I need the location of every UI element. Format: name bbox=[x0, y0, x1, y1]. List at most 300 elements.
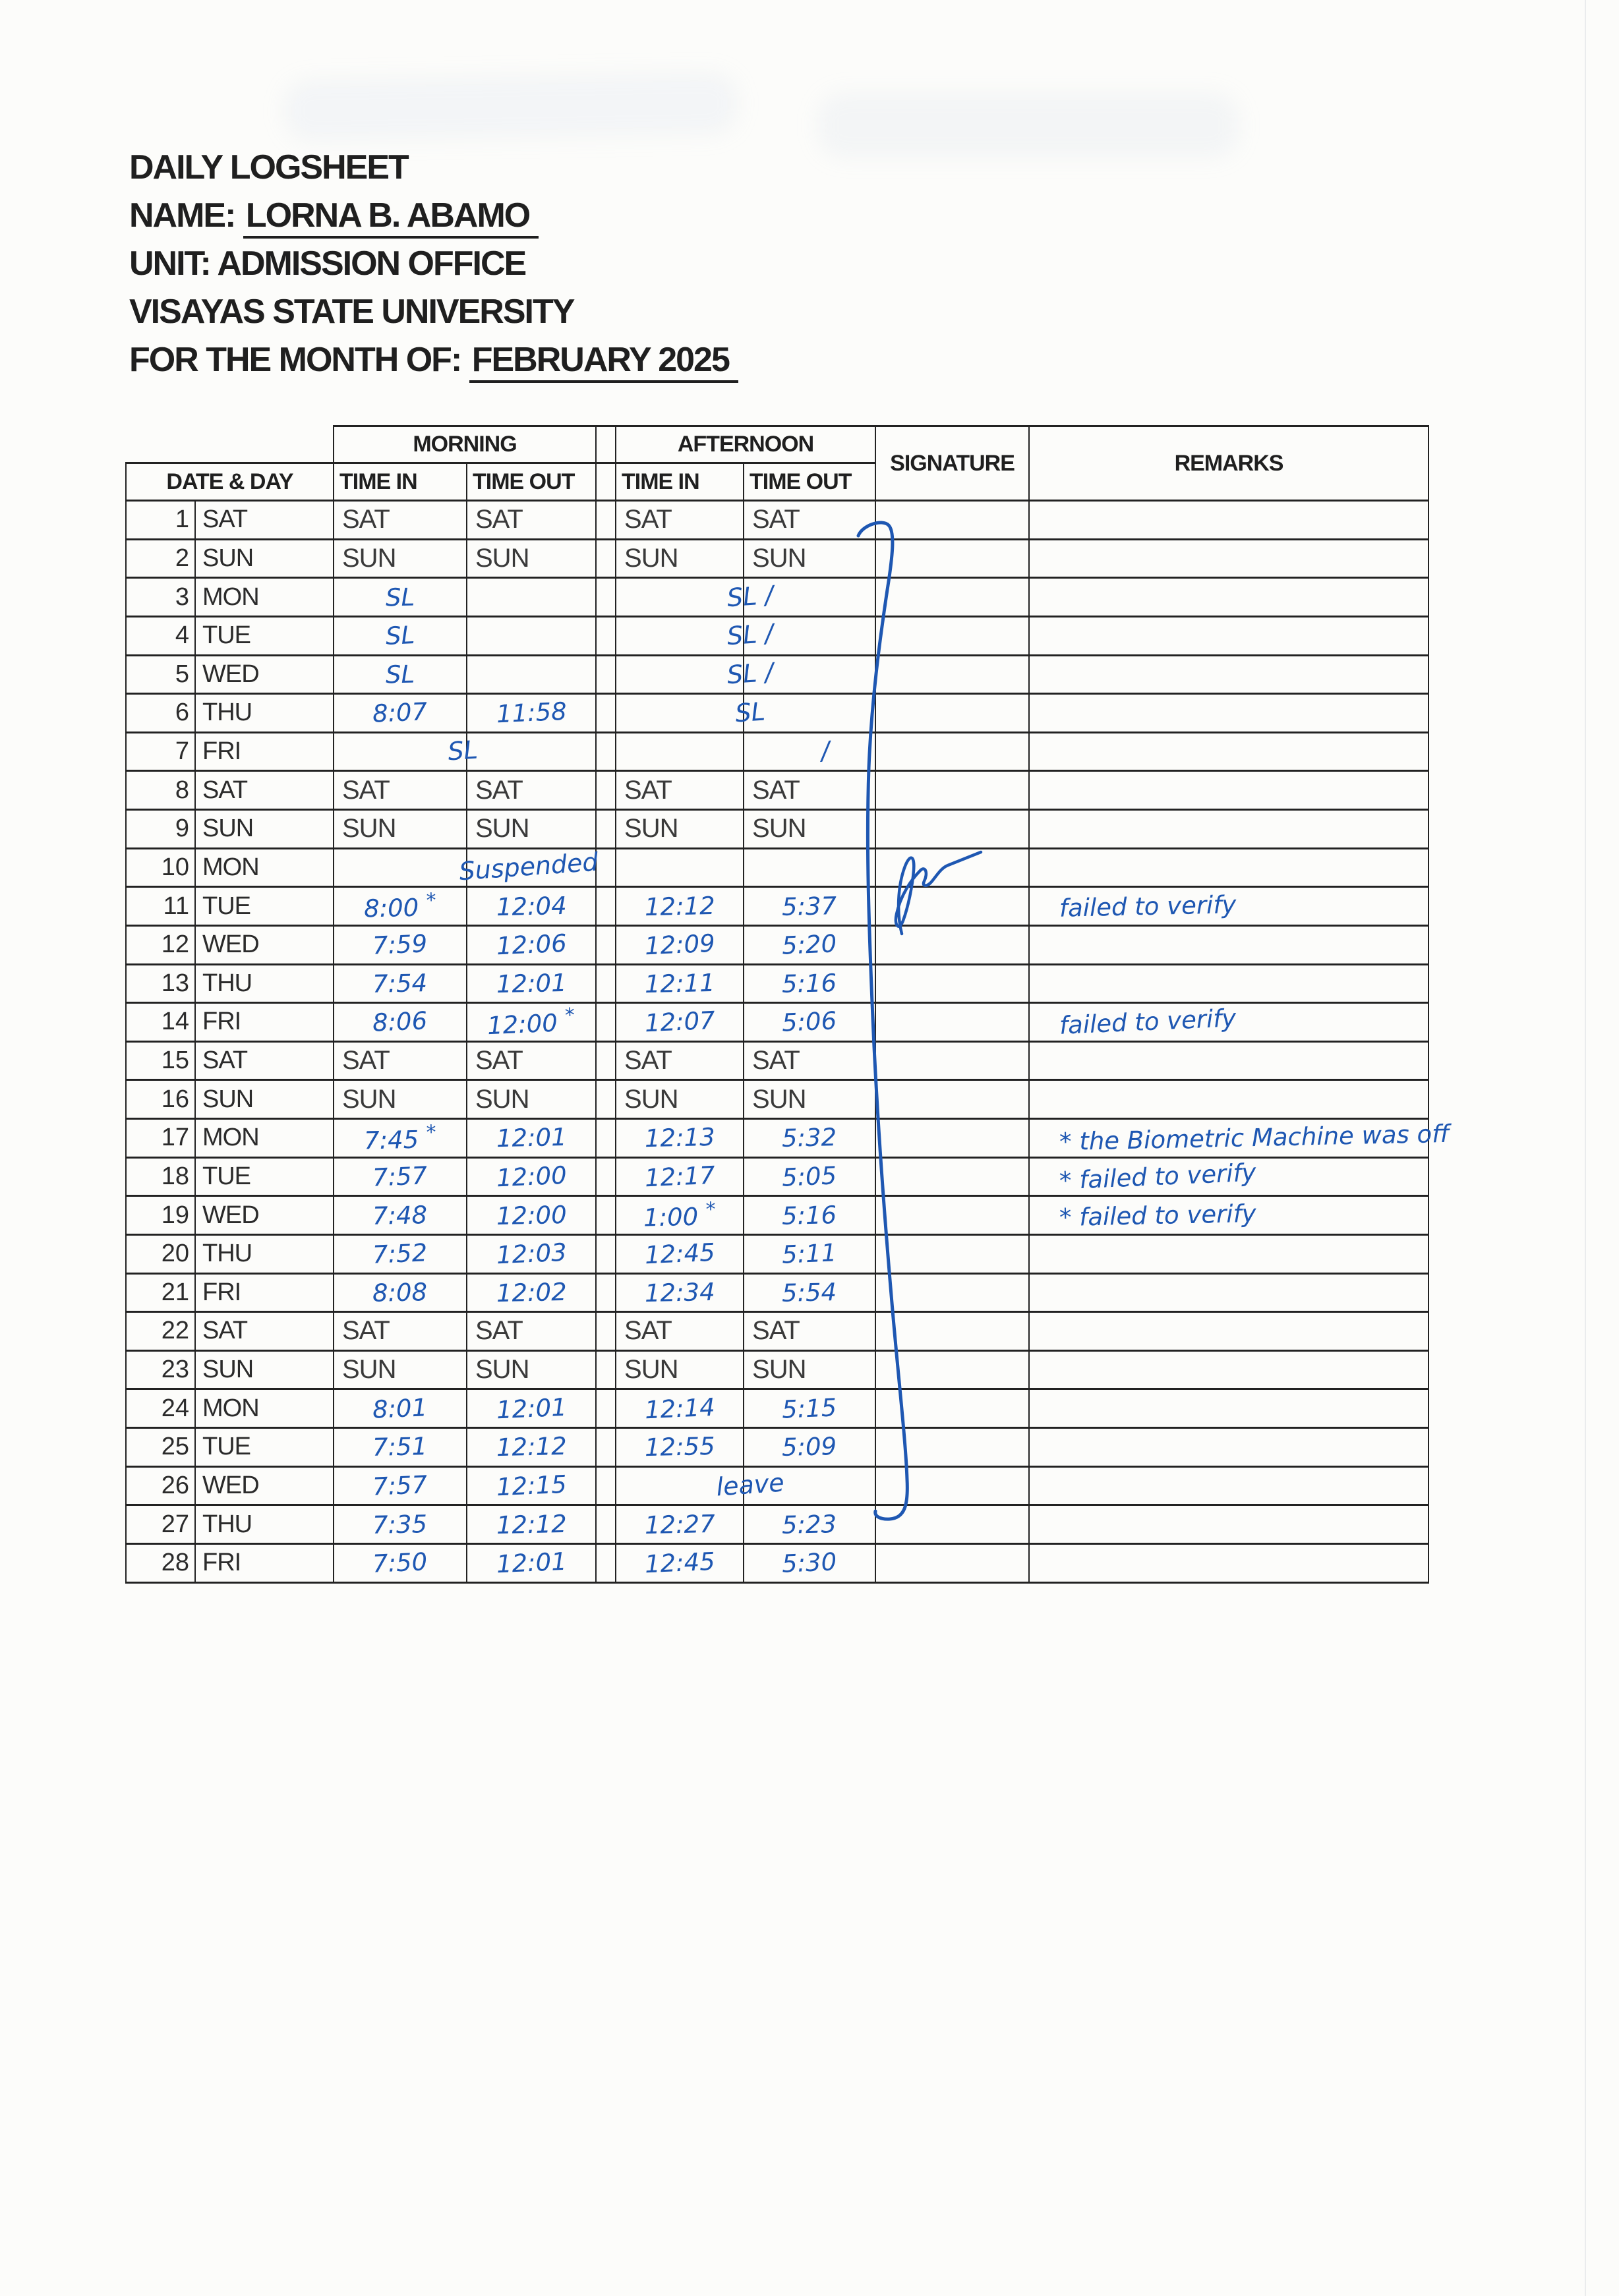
cell-day-name: MON bbox=[195, 848, 334, 887]
table-row bbox=[126, 771, 1428, 810]
table-row bbox=[126, 1505, 1428, 1544]
cell-day-name: SUN bbox=[195, 539, 334, 578]
cell-afternoon-time-out: SUN bbox=[744, 539, 875, 578]
cell-signature bbox=[875, 655, 1029, 694]
table-row bbox=[126, 964, 1428, 1003]
cell-morning-time-out: SUN bbox=[467, 1350, 596, 1389]
cell-remarks: failed to verify bbox=[1029, 1003, 1428, 1042]
table-row bbox=[126, 1428, 1428, 1467]
cell-afternoon-time-out bbox=[744, 578, 875, 617]
cell-remarks bbox=[1029, 616, 1428, 655]
cell-gap bbox=[596, 810, 616, 849]
cell-day-name: TUE bbox=[195, 1157, 334, 1196]
cell-afternoon-time-out: 5:05 bbox=[744, 1157, 875, 1196]
cell-morning-time-in: 7:52 bbox=[334, 1234, 467, 1273]
cell-morning-time-in: SL bbox=[334, 578, 467, 617]
cell-date-number: 6 bbox=[126, 694, 195, 733]
cell-signature bbox=[875, 1543, 1029, 1582]
cell-day-name: WED bbox=[195, 1466, 334, 1505]
cell-date-number: 23 bbox=[126, 1350, 195, 1389]
cell-afternoon-time-out: SUN bbox=[744, 810, 875, 849]
cell-morning-time-out: SUN bbox=[467, 1080, 596, 1119]
cell-afternoon-time-in: 12:17 bbox=[616, 1157, 744, 1196]
cell-gap bbox=[596, 771, 616, 810]
cell-date-number: 19 bbox=[126, 1196, 195, 1235]
table-row bbox=[126, 1312, 1428, 1351]
cell-afternoon-time-in bbox=[616, 848, 744, 887]
cell-morning-time-in: 8:08 bbox=[334, 1273, 467, 1312]
handwritten-annotation: SL bbox=[734, 696, 767, 728]
cell-morning-time-out bbox=[467, 616, 596, 655]
cell-day-name: THU bbox=[195, 1234, 334, 1273]
cell-day-name: SUN bbox=[195, 1350, 334, 1389]
cell-remarks bbox=[1029, 1428, 1428, 1467]
cell-afternoon-time-in bbox=[616, 694, 744, 733]
cell-afternoon-time-in: SUN bbox=[616, 539, 744, 578]
cell-morning-time-in: SL bbox=[334, 616, 467, 655]
cell-afternoon-time-out: SAT bbox=[744, 1312, 875, 1351]
cell-afternoon-time-out bbox=[744, 616, 875, 655]
handwritten-annotation: SL bbox=[446, 735, 479, 766]
table-row bbox=[126, 925, 1428, 964]
cell-afternoon-time-out bbox=[744, 655, 875, 694]
cell-afternoon-time-in: 12:13 bbox=[616, 1119, 744, 1158]
cell-date-number: 5 bbox=[126, 655, 195, 694]
cell-signature bbox=[875, 1428, 1029, 1467]
cell-gap bbox=[596, 1350, 616, 1389]
cell-morning-time-out: 12:03 bbox=[467, 1234, 596, 1273]
handwritten-annotation: ∕ bbox=[820, 735, 831, 766]
cell-day-name: SAT bbox=[195, 771, 334, 810]
cell-gap bbox=[596, 1273, 616, 1312]
cell-gap bbox=[596, 1389, 616, 1428]
cell-signature bbox=[875, 1312, 1029, 1351]
header-date-day: DATE & DAY bbox=[126, 463, 334, 501]
cell-signature bbox=[875, 616, 1029, 655]
table-row bbox=[126, 887, 1428, 926]
table-row bbox=[126, 1543, 1428, 1582]
cell-date-number: 24 bbox=[126, 1389, 195, 1428]
cell-morning-time-out: 12:15 bbox=[467, 1466, 596, 1505]
cell-date-number: 21 bbox=[126, 1273, 195, 1312]
cell-remarks bbox=[1029, 732, 1428, 771]
cell-morning-time-out: SUN bbox=[467, 539, 596, 578]
table-row bbox=[126, 539, 1428, 578]
cell-afternoon-time-in: 12:45 bbox=[616, 1234, 744, 1273]
cell-morning-time-out: 12:00 bbox=[467, 1157, 596, 1196]
cell-day-name: MON bbox=[195, 1119, 334, 1158]
cell-day-name: SAT bbox=[195, 501, 334, 540]
cell-day-name: FRI bbox=[195, 732, 334, 771]
month-value: FEBRUARY 2025 bbox=[469, 341, 738, 383]
cell-signature bbox=[875, 810, 1029, 849]
table-row bbox=[126, 732, 1428, 771]
cell-signature bbox=[875, 1003, 1029, 1042]
cell-afternoon-time-out bbox=[744, 694, 875, 733]
cell-morning-time-in: SUN bbox=[334, 539, 467, 578]
cell-day-name: MON bbox=[195, 1389, 334, 1428]
cell-morning-time-out: 12:00 bbox=[467, 1196, 596, 1235]
cell-remarks bbox=[1029, 771, 1428, 810]
cell-morning-time-in: 7:57 bbox=[334, 1466, 467, 1505]
cell-afternoon-time-out: 5:23 bbox=[744, 1505, 875, 1544]
cell-gap bbox=[596, 1003, 616, 1042]
cell-morning-time-in: 7:48 bbox=[334, 1196, 467, 1235]
table-row bbox=[126, 1119, 1428, 1158]
cell-morning-time-out: 12:01 bbox=[467, 964, 596, 1003]
table-row bbox=[126, 848, 1428, 887]
cell-date-number: 7 bbox=[126, 732, 195, 771]
cell-date-number: 25 bbox=[126, 1428, 195, 1467]
cell-afternoon-time-in: 1:00 * bbox=[616, 1196, 744, 1235]
cell-morning-time-out bbox=[467, 732, 596, 771]
cell-morning-time-out: SAT bbox=[467, 501, 596, 540]
cell-morning-time-in: SAT bbox=[334, 771, 467, 810]
cell-afternoon-time-in: SAT bbox=[616, 501, 744, 540]
table-row bbox=[126, 1234, 1428, 1273]
cell-morning-time-out: 12:01 bbox=[467, 1119, 596, 1158]
cell-gap bbox=[596, 1543, 616, 1582]
cell-remarks bbox=[1029, 1543, 1428, 1582]
table-row bbox=[126, 1003, 1428, 1042]
name-label: NAME: bbox=[129, 196, 235, 235]
cell-signature bbox=[875, 501, 1029, 540]
header-blank bbox=[126, 426, 334, 463]
cell-gap bbox=[596, 1312, 616, 1351]
doc-title: DAILY LOGSHEET bbox=[129, 148, 408, 187]
cell-day-name: THU bbox=[195, 964, 334, 1003]
cell-morning-time-in: 8:06 bbox=[334, 1003, 467, 1042]
cell-signature bbox=[875, 578, 1029, 617]
cell-morning-time-in: 7:35 bbox=[334, 1505, 467, 1544]
cell-gap bbox=[596, 925, 616, 964]
cell-remarks bbox=[1029, 1234, 1428, 1273]
cell-date-number: 28 bbox=[126, 1543, 195, 1582]
cell-date-number: 12 bbox=[126, 925, 195, 964]
cell-remarks bbox=[1029, 1273, 1428, 1312]
cell-gap bbox=[596, 1080, 616, 1119]
cell-gap bbox=[596, 1234, 616, 1273]
cell-signature bbox=[875, 1119, 1029, 1158]
cell-date-number: 14 bbox=[126, 1003, 195, 1042]
cell-date-number: 11 bbox=[126, 887, 195, 926]
table-row bbox=[126, 1196, 1428, 1235]
cell-afternoon-time-out: 5:11 bbox=[744, 1234, 875, 1273]
cell-remarks bbox=[1029, 1312, 1428, 1351]
cell-afternoon-time-out: SUN bbox=[744, 1080, 875, 1119]
cell-remarks bbox=[1029, 1080, 1428, 1119]
header-morning-time-out: TIME OUT bbox=[467, 463, 596, 501]
cell-remarks bbox=[1029, 810, 1428, 849]
cell-gap bbox=[596, 1428, 616, 1467]
doc-university: VISAYAS STATE UNIVERSITY bbox=[129, 293, 574, 331]
cell-afternoon-time-out: 5:09 bbox=[744, 1428, 875, 1467]
scan-smudge bbox=[283, 72, 739, 142]
cell-signature bbox=[875, 1234, 1029, 1273]
daily-logsheet-table bbox=[125, 425, 1450, 1584]
cell-signature bbox=[875, 887, 1029, 926]
cell-morning-time-in: 7:59 bbox=[334, 925, 467, 964]
doc-unit-line bbox=[129, 240, 738, 288]
cell-remarks bbox=[1029, 964, 1428, 1003]
cell-afternoon-time-in: SUN bbox=[616, 810, 744, 849]
cell-afternoon-time-out: 5:54 bbox=[744, 1273, 875, 1312]
cell-afternoon-time-in bbox=[616, 732, 744, 771]
handwritten-annotation: SL ∕ bbox=[726, 657, 775, 690]
header-afternoon-time-out: TIME OUT bbox=[744, 463, 875, 501]
cell-morning-time-out bbox=[467, 655, 596, 694]
cell-date-number: 8 bbox=[126, 771, 195, 810]
cell-morning-time-out: 12:12 bbox=[467, 1428, 596, 1467]
cell-morning-time-in: 7:51 bbox=[334, 1428, 467, 1467]
cell-afternoon-time-in: SAT bbox=[616, 1041, 744, 1080]
cell-gap bbox=[596, 1041, 616, 1080]
cell-signature bbox=[875, 848, 1029, 887]
cell-afternoon-time-in: 12:27 bbox=[616, 1505, 744, 1544]
cell-date-number: 17 bbox=[126, 1119, 195, 1158]
header-signature: SIGNATURE bbox=[875, 426, 1029, 501]
cell-afternoon-time-out: SUN bbox=[744, 1350, 875, 1389]
cell-morning-time-in: 7:45 * bbox=[334, 1119, 467, 1158]
cell-remarks bbox=[1029, 1505, 1428, 1544]
cell-day-name: MON bbox=[195, 578, 334, 617]
cell-day-name: SUN bbox=[195, 1080, 334, 1119]
cell-day-name: THU bbox=[195, 694, 334, 733]
cell-signature bbox=[875, 732, 1029, 771]
cell-remarks bbox=[1029, 1466, 1428, 1505]
cell-morning-time-in: 7:57 bbox=[334, 1157, 467, 1196]
cell-date-number: 9 bbox=[126, 810, 195, 849]
cell-gap bbox=[596, 732, 616, 771]
cell-remarks bbox=[1029, 1041, 1428, 1080]
cell-gap bbox=[596, 578, 616, 617]
cell-gap bbox=[596, 1505, 616, 1544]
cell-afternoon-time-in: 12:09 bbox=[616, 925, 744, 964]
cell-afternoon-time-out bbox=[744, 848, 875, 887]
cell-afternoon-time-in: 12:55 bbox=[616, 1428, 744, 1467]
cell-gap bbox=[596, 1466, 616, 1505]
cell-date-number: 20 bbox=[126, 1234, 195, 1273]
cell-remarks bbox=[1029, 578, 1428, 617]
cell-date-number: 10 bbox=[126, 848, 195, 887]
cell-afternoon-time-out bbox=[744, 732, 875, 771]
cell-signature bbox=[875, 925, 1029, 964]
cell-afternoon-time-out bbox=[744, 1466, 875, 1505]
cell-day-name: WED bbox=[195, 655, 334, 694]
table-row bbox=[126, 1041, 1428, 1080]
table-row bbox=[126, 810, 1428, 849]
cell-remarks bbox=[1029, 925, 1428, 964]
table-row bbox=[126, 655, 1428, 694]
cell-afternoon-time-in: 12:45 bbox=[616, 1543, 744, 1582]
cell-signature bbox=[875, 1080, 1029, 1119]
cell-morning-time-in: 7:54 bbox=[334, 964, 467, 1003]
table-row bbox=[126, 1389, 1428, 1428]
cell-afternoon-time-out: 5:06 bbox=[744, 1003, 875, 1042]
cell-gap bbox=[596, 1157, 616, 1196]
cell-morning-time-out: SAT bbox=[467, 1312, 596, 1351]
cell-afternoon-time-out: 5:30 bbox=[744, 1543, 875, 1582]
cell-remarks bbox=[1029, 501, 1428, 540]
table-row bbox=[126, 1157, 1428, 1196]
cell-date-number: 26 bbox=[126, 1466, 195, 1505]
cell-gap bbox=[596, 1119, 616, 1158]
cell-date-number: 3 bbox=[126, 578, 195, 617]
cell-afternoon-time-in: 12:12 bbox=[616, 887, 744, 926]
cell-day-name: WED bbox=[195, 1196, 334, 1235]
cell-date-number: 13 bbox=[126, 964, 195, 1003]
handwritten-annotation: SL ∕ bbox=[726, 580, 775, 612]
cell-afternoon-time-out: SAT bbox=[744, 1041, 875, 1080]
doc-name-line bbox=[129, 192, 738, 240]
cell-gap bbox=[596, 848, 616, 887]
table-row bbox=[126, 1080, 1428, 1119]
cell-morning-time-out: 12:04 bbox=[467, 887, 596, 926]
month-label: FOR THE MONTH OF: bbox=[129, 341, 461, 379]
cell-morning-time-out: SAT bbox=[467, 771, 596, 810]
cell-morning-time-in: SAT bbox=[334, 1312, 467, 1351]
cell-gap bbox=[596, 539, 616, 578]
cell-afternoon-time-in: 12:34 bbox=[616, 1273, 744, 1312]
cell-signature bbox=[875, 1466, 1029, 1505]
cell-morning-time-out: 12:00 * bbox=[467, 1003, 596, 1042]
cell-date-number: 4 bbox=[126, 616, 195, 655]
cell-remarks bbox=[1029, 1389, 1428, 1428]
table-row bbox=[126, 501, 1428, 540]
cell-remarks: * failed to verify bbox=[1029, 1157, 1428, 1196]
cell-gap bbox=[596, 501, 616, 540]
logsheet-table-area bbox=[125, 425, 1450, 1582]
handwritten-annotation: Suspended bbox=[458, 847, 599, 886]
document-header bbox=[129, 144, 738, 384]
cell-afternoon-time-out: 5:37 bbox=[744, 887, 875, 926]
header-remarks: REMARKS bbox=[1029, 426, 1428, 501]
unit-label: UNIT: bbox=[129, 244, 210, 283]
cell-signature bbox=[875, 1157, 1029, 1196]
unit-value: ADMISSION OFFICE bbox=[217, 244, 526, 283]
cell-day-name: TUE bbox=[195, 616, 334, 655]
header-morning: MORNING bbox=[334, 426, 596, 463]
cell-gap bbox=[596, 655, 616, 694]
cell-afternoon-time-in: SUN bbox=[616, 1350, 744, 1389]
cell-remarks bbox=[1029, 539, 1428, 578]
cell-afternoon-time-out: 5:32 bbox=[744, 1119, 875, 1158]
cell-signature bbox=[875, 771, 1029, 810]
cell-afternoon-time-out: SAT bbox=[744, 771, 875, 810]
cell-afternoon-time-out: 5:15 bbox=[744, 1389, 875, 1428]
scanner-edge-artifact bbox=[1585, 0, 1586, 2296]
cell-remarks: failed to verify bbox=[1029, 887, 1428, 926]
cell-date-number: 27 bbox=[126, 1505, 195, 1544]
cell-day-name: WED bbox=[195, 925, 334, 964]
cell-morning-time-in bbox=[334, 848, 467, 887]
cell-signature bbox=[875, 1196, 1029, 1235]
cell-signature bbox=[875, 539, 1029, 578]
cell-morning-time-in: SUN bbox=[334, 1080, 467, 1119]
cell-afternoon-time-out: 5:16 bbox=[744, 964, 875, 1003]
cell-signature bbox=[875, 694, 1029, 733]
cell-date-number: 2 bbox=[126, 539, 195, 578]
cell-remarks bbox=[1029, 1350, 1428, 1389]
cell-day-name: FRI bbox=[195, 1003, 334, 1042]
header-morning-time-in: TIME IN bbox=[334, 463, 467, 501]
header-afternoon: AFTERNOON bbox=[616, 426, 875, 463]
cell-morning-time-in: SL bbox=[334, 655, 467, 694]
cell-afternoon-time-out: 5:16 bbox=[744, 1196, 875, 1235]
table-row bbox=[126, 1466, 1428, 1505]
cell-morning-time-out: 12:12 bbox=[467, 1505, 596, 1544]
cell-day-name: SAT bbox=[195, 1312, 334, 1351]
cell-afternoon-time-in bbox=[616, 655, 744, 694]
cell-afternoon-time-in: SAT bbox=[616, 1312, 744, 1351]
cell-morning-time-in: SUN bbox=[334, 810, 467, 849]
cell-signature bbox=[875, 964, 1029, 1003]
table-row bbox=[126, 694, 1428, 733]
handwritten-annotation: SL ∕ bbox=[726, 618, 775, 651]
cell-afternoon-time-in bbox=[616, 616, 744, 655]
cell-signature bbox=[875, 1505, 1029, 1544]
cell-afternoon-time-in: 12:11 bbox=[616, 964, 744, 1003]
cell-day-name: THU bbox=[195, 1505, 334, 1544]
cell-morning-time-out: 11:58 bbox=[467, 694, 596, 733]
cell-morning-time-out bbox=[467, 578, 596, 617]
cell-afternoon-time-in bbox=[616, 578, 744, 617]
cell-morning-time-in: 8:07 bbox=[334, 694, 467, 733]
header-afternoon-time-in: TIME IN bbox=[616, 463, 744, 501]
cell-day-name: FRI bbox=[195, 1273, 334, 1312]
cell-morning-time-in: SAT bbox=[334, 1041, 467, 1080]
cell-morning-time-out: SUN bbox=[467, 810, 596, 849]
cell-date-number: 1 bbox=[126, 501, 195, 540]
handwritten-annotation: leave bbox=[715, 1468, 785, 1502]
cell-date-number: 18 bbox=[126, 1157, 195, 1196]
table-row bbox=[126, 578, 1428, 617]
doc-month-line bbox=[129, 336, 738, 384]
header-gap bbox=[596, 426, 616, 463]
cell-afternoon-time-in: SAT bbox=[616, 771, 744, 810]
cell-day-name: TUE bbox=[195, 1428, 334, 1467]
cell-afternoon-time-in: 12:07 bbox=[616, 1003, 744, 1042]
cell-gap bbox=[596, 887, 616, 926]
cell-afternoon-time-in bbox=[616, 1466, 744, 1505]
cell-afternoon-time-out: SAT bbox=[744, 501, 875, 540]
cell-morning-time-in: 7:50 bbox=[334, 1543, 467, 1582]
cell-morning-time-in: SAT bbox=[334, 501, 467, 540]
cell-date-number: 16 bbox=[126, 1080, 195, 1119]
cell-morning-time-in: 8:01 bbox=[334, 1389, 467, 1428]
cell-remarks bbox=[1029, 655, 1428, 694]
cell-date-number: 22 bbox=[126, 1312, 195, 1351]
cell-signature bbox=[875, 1389, 1029, 1428]
cell-morning-time-out: 12:01 bbox=[467, 1389, 596, 1428]
table-row bbox=[126, 1350, 1428, 1389]
cell-day-name: SAT bbox=[195, 1041, 334, 1080]
cell-morning-time-out bbox=[467, 848, 596, 887]
cell-afternoon-time-in: 12:14 bbox=[616, 1389, 744, 1428]
cell-remarks: * failed to verify bbox=[1029, 1196, 1428, 1235]
cell-gap bbox=[596, 616, 616, 655]
name-value: LORNA B. ABAMO bbox=[243, 196, 539, 239]
cell-signature bbox=[875, 1273, 1029, 1312]
cell-morning-time-in bbox=[334, 732, 467, 771]
cell-day-name: TUE bbox=[195, 887, 334, 926]
header-gap bbox=[596, 463, 616, 501]
cell-morning-time-out: 12:01 bbox=[467, 1543, 596, 1582]
cell-day-name: FRI bbox=[195, 1543, 334, 1582]
cell-signature bbox=[875, 1350, 1029, 1389]
scan-smudge bbox=[817, 92, 1239, 158]
cell-gap bbox=[596, 1196, 616, 1235]
